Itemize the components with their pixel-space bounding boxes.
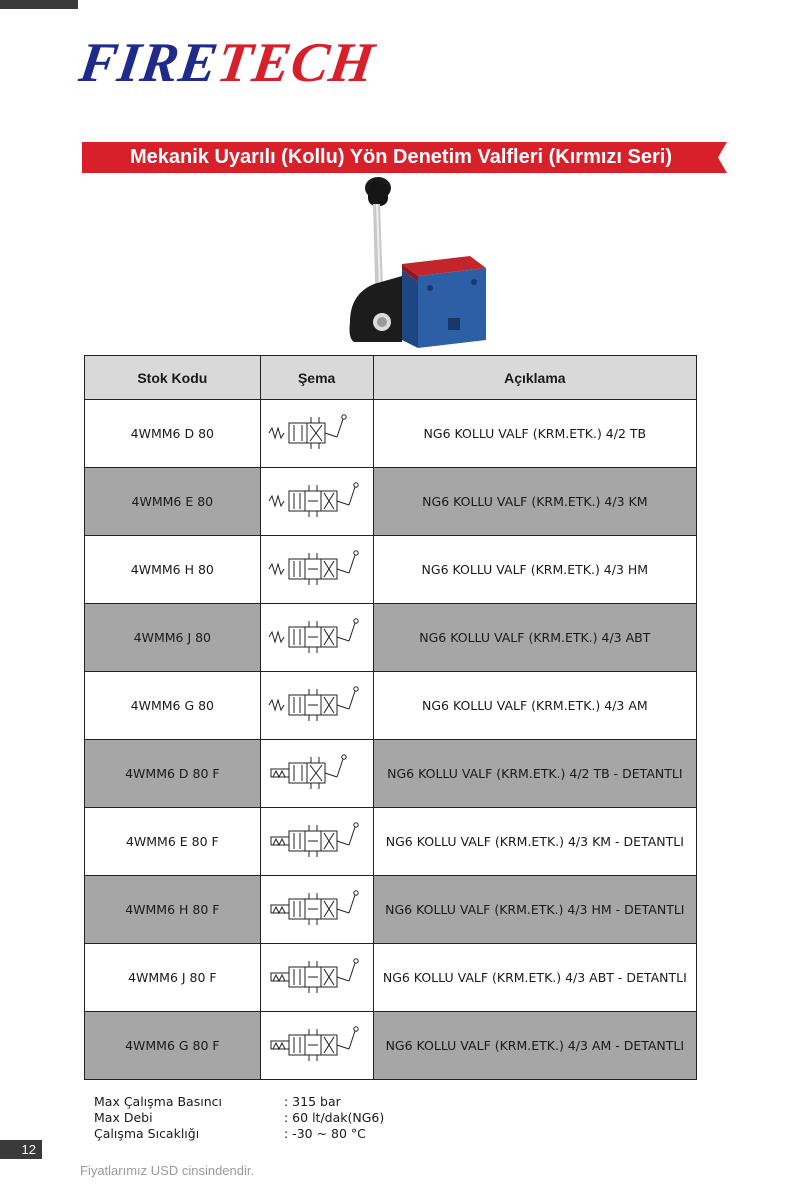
valve-symbol-icon bbox=[267, 615, 367, 661]
spec-label: Max Debi bbox=[94, 1110, 153, 1125]
description-cell: NG6 KOLLU VALF (KRM.ETK.) 4/3 AM bbox=[373, 672, 696, 740]
description-cell: NG6 KOLLU VALF (KRM.ETK.) 4/3 HM bbox=[373, 536, 696, 604]
table-row bbox=[85, 1012, 697, 1080]
stock-code-cell: 4WMM6 G 80 bbox=[85, 672, 261, 740]
stock-code-cell: 4WMM6 D 80 F bbox=[85, 740, 261, 808]
schema-cell bbox=[260, 808, 373, 876]
footer-note: Fiyatlarımız USD cinsindendir. bbox=[80, 1163, 255, 1178]
table-row bbox=[85, 536, 697, 604]
stock-code-cell: 4WMM6 G 80 F bbox=[85, 1012, 261, 1080]
spec-value: : -30 ~ 80 °C bbox=[284, 1126, 366, 1141]
description-cell: NG6 KOLLU VALF (KRM.ETK.) 4/3 AM - DETANTLI bbox=[373, 1012, 696, 1080]
valve-symbol-icon bbox=[267, 955, 367, 1001]
schema-cell bbox=[260, 604, 373, 672]
valve-symbol-icon bbox=[267, 819, 367, 865]
stock-code-cell: 4WMM6 E 80 F bbox=[85, 808, 261, 876]
schema-cell bbox=[260, 536, 373, 604]
table-row bbox=[85, 400, 697, 468]
description-cell: NG6 KOLLU VALF (KRM.ETK.) 4/3 KM - DETANTLI bbox=[373, 808, 696, 876]
table-row bbox=[85, 944, 697, 1012]
table-row bbox=[85, 808, 697, 876]
spec-row bbox=[94, 1126, 384, 1142]
stock-code-cell: 4WMM6 H 80 F bbox=[85, 876, 261, 944]
title-banner bbox=[82, 142, 727, 173]
schema-cell bbox=[260, 876, 373, 944]
stock-code-cell: 4WMM6 D 80 bbox=[85, 400, 261, 468]
schema-cell bbox=[260, 740, 373, 808]
logo-tech: TECH bbox=[213, 32, 379, 94]
table-row bbox=[85, 468, 697, 536]
stock-code-cell: 4WMM6 H 80 bbox=[85, 536, 261, 604]
schema-cell bbox=[260, 944, 373, 1012]
valve-symbol-icon bbox=[267, 479, 367, 525]
valve-symbol-icon bbox=[267, 887, 367, 933]
schema-cell bbox=[260, 468, 373, 536]
spec-row bbox=[94, 1094, 384, 1110]
stock-code-cell: 4WMM6 J 80 bbox=[85, 604, 261, 672]
header-description: Açıklama bbox=[373, 356, 696, 400]
description-cell: NG6 KOLLU VALF (KRM.ETK.) 4/3 ABT - DETANTLI bbox=[373, 944, 696, 1012]
stock-code-cell: 4WMM6 J 80 F bbox=[85, 944, 261, 1012]
valve-product-image bbox=[340, 172, 500, 354]
specifications bbox=[94, 1094, 384, 1142]
description-cell: NG6 KOLLU VALF (KRM.ETK.) 4/2 TB bbox=[373, 400, 696, 468]
table-row bbox=[85, 604, 697, 672]
table-row bbox=[85, 740, 697, 808]
stock-code-cell: 4WMM6 E 80 bbox=[85, 468, 261, 536]
spec-label: Çalışma Sıcaklığı bbox=[94, 1126, 200, 1141]
schema-cell bbox=[260, 400, 373, 468]
valve-symbol-icon bbox=[267, 1023, 367, 1069]
schema-cell bbox=[260, 672, 373, 740]
spec-value: : 60 lt/dak(NG6) bbox=[284, 1110, 385, 1125]
schema-cell bbox=[260, 1012, 373, 1080]
spec-label: Max Çalışma Basıncı bbox=[94, 1094, 222, 1109]
header-stock-code: Stok Kodu bbox=[85, 356, 261, 400]
valve-symbol-icon bbox=[267, 751, 367, 797]
spec-value: : 315 bar bbox=[284, 1094, 341, 1109]
table-row bbox=[85, 672, 697, 740]
table-row bbox=[85, 876, 697, 944]
description-cell: NG6 KOLLU VALF (KRM.ETK.) 4/2 TB - DETANTLI bbox=[373, 740, 696, 808]
description-cell: NG6 KOLLU VALF (KRM.ETK.) 4/3 ABT bbox=[373, 604, 696, 672]
header-schema: Şema bbox=[260, 356, 373, 400]
description-cell: NG6 KOLLU VALF (KRM.ETK.) 4/3 KM bbox=[373, 468, 696, 536]
firetech-logo bbox=[76, 34, 378, 92]
valve-table bbox=[84, 355, 697, 1080]
spec-row bbox=[94, 1110, 384, 1126]
table-header-row bbox=[85, 356, 697, 400]
valve-symbol-icon bbox=[267, 411, 367, 457]
page-title: Mekanik Uyarılı (Kollu) Yön Denetim Valfleri (Kırmızı Seri) bbox=[130, 146, 672, 168]
valve-symbol-icon bbox=[267, 683, 367, 729]
valve-symbol-icon bbox=[267, 547, 367, 593]
page-number: 12 bbox=[0, 1140, 42, 1159]
description-cell: NG6 KOLLU VALF (KRM.ETK.) 4/3 HM - DETANTLI bbox=[373, 876, 696, 944]
logo-fire: FIRE bbox=[75, 32, 223, 94]
top-corner-bar bbox=[0, 0, 78, 9]
